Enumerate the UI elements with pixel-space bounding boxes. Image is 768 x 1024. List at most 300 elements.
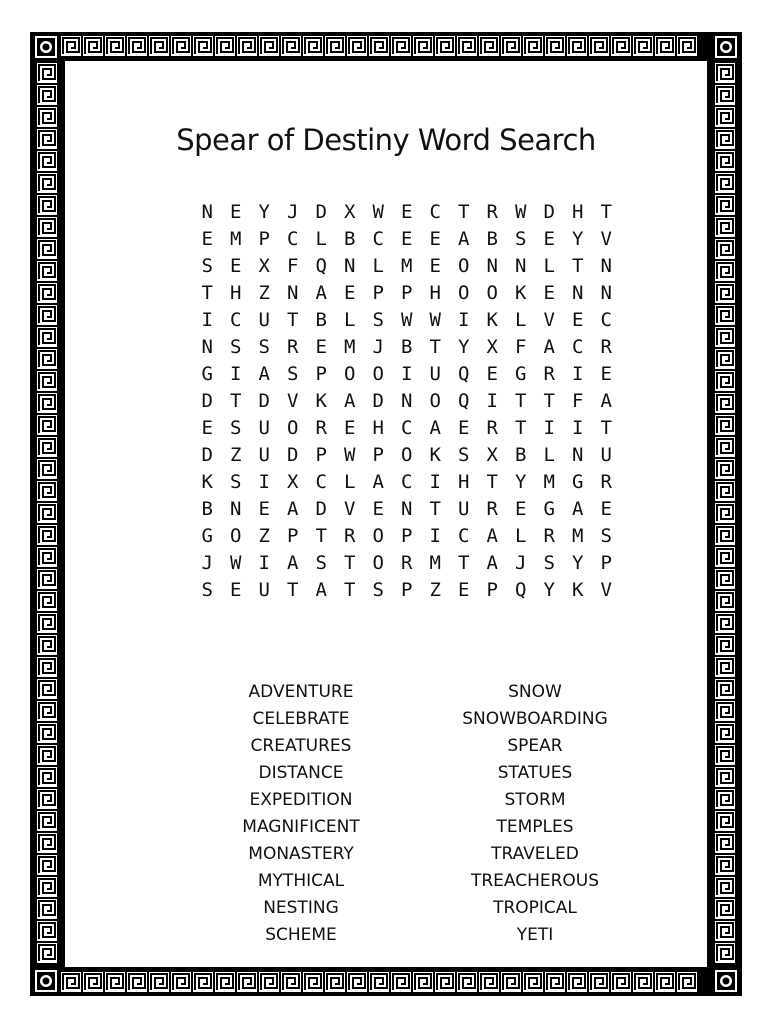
grid-letter: T (315, 525, 327, 547)
grid-letter: N (486, 255, 498, 277)
grid-letter: V (600, 579, 612, 601)
grid-row (193, 388, 621, 415)
grid-letter: L (515, 525, 527, 547)
greek-key-tile (588, 35, 610, 57)
grid-letter: I (572, 417, 584, 439)
greek-key-tile (566, 35, 588, 57)
grid-letter: I (572, 363, 584, 385)
greek-key-tile (36, 942, 58, 964)
greek-key-tile (456, 971, 478, 993)
greek-key-tile (36, 480, 58, 502)
grid-letter: T (287, 579, 299, 601)
grid-letter: D (372, 390, 384, 412)
word-list-item: SNOWBOARDING (462, 709, 608, 729)
greek-key-tile (714, 502, 736, 524)
grid-letter: Y (258, 201, 270, 223)
grid-letter: L (543, 444, 555, 466)
grid-letter: V (344, 498, 356, 520)
grid-letter: I (486, 390, 498, 412)
grid-letter: J (515, 552, 527, 574)
grid-letter: S (201, 579, 213, 601)
word-list-item: SNOW (508, 682, 562, 702)
grid-letter: W (372, 201, 384, 223)
grid-letter: B (486, 228, 498, 250)
grid-letter: O (458, 282, 470, 304)
grid-letter: R (543, 525, 555, 547)
greek-key-tile (170, 35, 192, 57)
word-list-item: MONASTERY (248, 844, 354, 864)
grid-letter: O (486, 282, 498, 304)
greek-key-tile (714, 678, 736, 700)
greek-key-tile (500, 35, 522, 57)
grid-letter: L (543, 255, 555, 277)
greek-key-tile (324, 35, 346, 57)
word-list-item: YETI (516, 925, 554, 945)
grid-letter: B (201, 498, 213, 520)
grid-letter: M (230, 228, 242, 250)
greek-key-tile (36, 106, 58, 128)
grid-letter: H (429, 282, 441, 304)
grid-letter: N (287, 282, 299, 304)
greek-key-tile (714, 216, 736, 238)
grid-letter: U (258, 309, 270, 331)
greek-key-tile (412, 35, 434, 57)
grid-letter: U (429, 363, 441, 385)
grid-letter: U (258, 444, 270, 466)
grid-row (193, 415, 621, 442)
grid-letter: Z (258, 525, 270, 547)
greek-key-tile (36, 458, 58, 480)
grid-letter: C (429, 201, 441, 223)
grid-letter: A (458, 228, 470, 250)
grid-letter: B (315, 309, 327, 331)
top-border (60, 35, 698, 57)
grid-letter: E (572, 309, 584, 331)
greek-key-tile (500, 971, 522, 993)
grid-letter: D (258, 390, 270, 412)
grid-letter: T (458, 552, 470, 574)
greek-key-tile (36, 502, 58, 524)
grid-letter: T (429, 336, 441, 358)
greek-key-tile (36, 150, 58, 172)
grid-letter: B (401, 336, 413, 358)
grid-letter: G (572, 471, 584, 493)
grid-letter: C (372, 228, 384, 250)
grid-letter: N (401, 498, 413, 520)
grid-letter: F (287, 255, 299, 277)
grid-letter: T (287, 309, 299, 331)
grid-letter: O (344, 363, 356, 385)
grid-letter: K (515, 282, 527, 304)
greek-key-tile (714, 854, 736, 876)
grid-letter: X (486, 444, 498, 466)
grid-letter: U (258, 417, 270, 439)
grid-letter: Y (572, 228, 584, 250)
word-list-item: TRAVELED (491, 844, 579, 864)
grid-letter: A (287, 552, 299, 574)
greek-key-tile (368, 35, 390, 57)
grid-letter: B (344, 228, 356, 250)
grid-row (193, 226, 621, 253)
grid-letter: M (572, 525, 584, 547)
grid-letter: O (372, 552, 384, 574)
greek-key-tile (714, 194, 736, 216)
greek-key-tile (36, 260, 58, 282)
grid-letter: X (486, 336, 498, 358)
greek-key-tile (390, 971, 412, 993)
grid-letter: V (543, 309, 555, 331)
greek-key-tile (36, 854, 58, 876)
grid-letter: C (458, 525, 470, 547)
grid-row (193, 496, 621, 523)
grid-letter: S (543, 552, 555, 574)
grid-letter: J (201, 552, 213, 574)
greek-key-tile (148, 35, 170, 57)
greek-key-tile (610, 35, 632, 57)
grid-row (193, 280, 621, 307)
greek-key-tile (36, 832, 58, 854)
grid-letter: E (315, 336, 327, 358)
grid-letter: S (515, 228, 527, 250)
greek-key-tile (714, 788, 736, 810)
grid-letter: T (230, 390, 242, 412)
greek-key-tile (714, 414, 736, 436)
grid-letter: G (201, 363, 213, 385)
greek-key-tile (36, 590, 58, 612)
grid-letter: Y (572, 552, 584, 574)
grid-letter: R (486, 498, 498, 520)
greek-key-tile (36, 810, 58, 832)
grid-letter: O (401, 444, 413, 466)
grid-letter: A (543, 336, 555, 358)
grid-letter: T (344, 552, 356, 574)
grid-row (193, 307, 621, 334)
greek-key-tile (236, 35, 258, 57)
letter-grid (193, 199, 621, 604)
grid-letter: N (344, 255, 356, 277)
grid-letter: R (344, 525, 356, 547)
greek-key-tile (714, 766, 736, 788)
greek-key-tile (36, 436, 58, 458)
greek-key-tile (588, 971, 610, 993)
grid-letter: L (344, 471, 356, 493)
grid-letter: H (458, 471, 470, 493)
grid-letter: P (401, 525, 413, 547)
greek-key-tile (346, 971, 368, 993)
greek-key-tile (36, 304, 58, 326)
grid-letter: R (600, 471, 612, 493)
grid-letter: K (572, 579, 584, 601)
grid-letter: O (458, 255, 470, 277)
grid-letter: Y (515, 471, 527, 493)
word-list-item: TROPICAL (493, 898, 577, 918)
greek-key-tile (36, 172, 58, 194)
grid-letter: R (287, 336, 299, 358)
grid-letter: L (315, 228, 327, 250)
grid-row (193, 550, 621, 577)
grid-letter: Y (543, 579, 555, 601)
greek-key-tile (36, 392, 58, 414)
grid-letter: M (344, 336, 356, 358)
grid-letter: E (201, 228, 213, 250)
grid-letter: Q (315, 255, 327, 277)
grid-letter: C (572, 336, 584, 358)
word-list-left (201, 679, 401, 949)
corner-circle-icon (33, 968, 59, 994)
puzzle-page (65, 61, 707, 967)
grid-row (193, 253, 621, 280)
grid-letter: R (600, 336, 612, 358)
grid-letter: P (315, 444, 327, 466)
grid-letter: D (315, 498, 327, 520)
grid-row (193, 334, 621, 361)
grid-letter: S (372, 309, 384, 331)
grid-letter: E (458, 579, 470, 601)
greek-key-tile (676, 35, 698, 57)
greek-key-tile (456, 35, 478, 57)
greek-key-tile (714, 722, 736, 744)
grid-row (193, 361, 621, 388)
greek-key-tile (36, 744, 58, 766)
grid-letter: E (515, 498, 527, 520)
grid-letter: Q (515, 579, 527, 601)
grid-letter: P (401, 282, 413, 304)
grid-row (193, 523, 621, 550)
grid-letter: E (201, 417, 213, 439)
grid-letter: K (315, 390, 327, 412)
grid-letter: N (600, 255, 612, 277)
greek-key-tile (610, 971, 632, 993)
greek-key-tile (192, 971, 214, 993)
grid-letter: J (372, 336, 384, 358)
grid-letter: I (201, 309, 213, 331)
grid-letter: T (429, 498, 441, 520)
grid-letter: E (230, 201, 242, 223)
greek-key-tile (36, 216, 58, 238)
greek-key-tile (104, 971, 126, 993)
grid-letter: N (401, 390, 413, 412)
bottom-border (60, 971, 698, 993)
word-list-item: CELEBRATE (252, 709, 350, 729)
grid-letter: S (230, 417, 242, 439)
grid-letter: V (600, 228, 612, 250)
grid-letter: N (572, 444, 584, 466)
greek-key-tile (714, 370, 736, 392)
greek-key-tile (714, 84, 736, 106)
greek-key-tile (478, 971, 500, 993)
grid-letter: T (600, 417, 612, 439)
grid-letter: R (486, 417, 498, 439)
grid-letter: U (458, 498, 470, 520)
greek-key-tile (714, 128, 736, 150)
word-list-item: STATUES (497, 763, 573, 783)
grid-letter: M (401, 255, 413, 277)
grid-letter: F (572, 390, 584, 412)
grid-letter: Z (230, 444, 242, 466)
word-list-item: ADVENTURE (248, 682, 354, 702)
grid-letter: O (287, 417, 299, 439)
word-list-item: SCHEME (265, 925, 337, 945)
greek-key-tile (714, 260, 736, 282)
greek-key-tile (36, 634, 58, 656)
corner-circle-icon (33, 34, 59, 60)
grid-letter: L (372, 255, 384, 277)
greek-key-tile (36, 546, 58, 568)
grid-letter: A (344, 390, 356, 412)
grid-row (193, 199, 621, 226)
grid-row (193, 577, 621, 604)
grid-letter: A (372, 471, 384, 493)
grid-letter: I (230, 363, 242, 385)
corner-circle-icon (713, 34, 739, 60)
word-list-item: DISTANCE (258, 763, 344, 783)
grid-letter: S (230, 471, 242, 493)
greek-key-tile (36, 766, 58, 788)
word-list-item: CREATURES (250, 736, 352, 756)
greek-key-tile (368, 971, 390, 993)
greek-key-tile (714, 480, 736, 502)
greek-key-tile (714, 172, 736, 194)
word-list-item: TEMPLES (496, 817, 574, 837)
grid-letter: D (287, 444, 299, 466)
greek-key-tile (714, 436, 736, 458)
greek-key-tile (36, 788, 58, 810)
grid-letter: Q (458, 363, 470, 385)
grid-letter: O (372, 525, 384, 547)
greek-key-tile (714, 238, 736, 260)
greek-key-tile (654, 35, 676, 57)
greek-key-tile (324, 971, 346, 993)
greek-key-tile (346, 35, 368, 57)
grid-letter: U (600, 444, 612, 466)
grid-letter: O (372, 363, 384, 385)
grid-letter: A (315, 282, 327, 304)
grid-letter: X (344, 201, 356, 223)
greek-key-tile (126, 971, 148, 993)
grid-letter: M (429, 552, 441, 574)
grid-letter: S (458, 444, 470, 466)
grid-letter: A (429, 417, 441, 439)
grid-letter: N (201, 201, 213, 223)
greek-key-tile (714, 348, 736, 370)
greek-key-tile (632, 35, 654, 57)
grid-letter: K (486, 309, 498, 331)
grid-letter: E (401, 228, 413, 250)
greek-key-tile (544, 35, 566, 57)
grid-letter: S (372, 579, 384, 601)
greek-key-tile (714, 744, 736, 766)
grid-letter: E (486, 363, 498, 385)
grid-row (193, 469, 621, 496)
greek-key-tile (714, 700, 736, 722)
greek-key-tile (714, 942, 736, 964)
grid-letter: D (543, 201, 555, 223)
greek-key-tile (302, 971, 324, 993)
grid-letter: A (486, 525, 498, 547)
grid-letter: S (287, 363, 299, 385)
grid-letter: A (315, 579, 327, 601)
grid-letter: E (230, 579, 242, 601)
grid-letter: P (258, 228, 270, 250)
greek-key-tile (302, 35, 324, 57)
grid-letter: I (401, 363, 413, 385)
greek-key-tile (36, 678, 58, 700)
greek-key-tile (36, 524, 58, 546)
greek-key-tile (412, 971, 434, 993)
grid-letter: E (543, 282, 555, 304)
greek-key-tile (36, 656, 58, 678)
greek-key-tile (36, 348, 58, 370)
grid-letter: E (429, 255, 441, 277)
greek-key-tile (714, 920, 736, 942)
greek-key-tile (714, 546, 736, 568)
grid-letter: H (372, 417, 384, 439)
page-title: Spear of Destiny Word Search (176, 123, 596, 157)
greek-key-tile (714, 62, 736, 84)
grid-letter: W (429, 309, 441, 331)
greek-key-tile (714, 326, 736, 348)
grid-letter: A (486, 552, 498, 574)
grid-letter: K (201, 471, 213, 493)
grid-letter: P (315, 363, 327, 385)
greek-key-tile (258, 35, 280, 57)
greek-key-tile (60, 35, 82, 57)
left-border (36, 62, 58, 964)
grid-letter: A (572, 498, 584, 520)
greek-key-tile (280, 35, 302, 57)
greek-key-tile (522, 35, 544, 57)
grid-letter: T (486, 471, 498, 493)
grid-letter: I (258, 552, 270, 574)
grid-letter: P (372, 282, 384, 304)
grid-letter: P (486, 579, 498, 601)
greek-key-tile (544, 971, 566, 993)
grid-letter: S (201, 255, 213, 277)
greek-key-tile (36, 414, 58, 436)
greek-key-tile (566, 971, 588, 993)
grid-letter: Z (258, 282, 270, 304)
greek-key-tile (714, 304, 736, 326)
grid-letter: I (543, 417, 555, 439)
grid-letter: E (600, 498, 612, 520)
greek-key-tile (36, 326, 58, 348)
grid-letter: S (315, 552, 327, 574)
greek-key-tile (714, 898, 736, 920)
grid-letter: W (230, 552, 242, 574)
word-list-item: NESTING (263, 898, 339, 918)
greek-key-tile (714, 150, 736, 172)
greek-key-tile (36, 722, 58, 744)
grid-letter: R (543, 363, 555, 385)
grid-letter: P (372, 444, 384, 466)
greek-key-tile (390, 35, 412, 57)
grid-letter: G (201, 525, 213, 547)
word-list-item: STORM (504, 790, 566, 810)
greek-key-tile (36, 282, 58, 304)
grid-letter: R (315, 417, 327, 439)
grid-letter: S (600, 525, 612, 547)
greek-key-tile (36, 700, 58, 722)
grid-letter: O (429, 390, 441, 412)
grid-letter: V (287, 390, 299, 412)
greek-key-tile (36, 898, 58, 920)
grid-letter: H (572, 201, 584, 223)
grid-letter: E (372, 498, 384, 520)
greek-key-tile (36, 194, 58, 216)
greek-key-tile (82, 35, 104, 57)
greek-key-tile (36, 128, 58, 150)
grid-letter: S (258, 336, 270, 358)
